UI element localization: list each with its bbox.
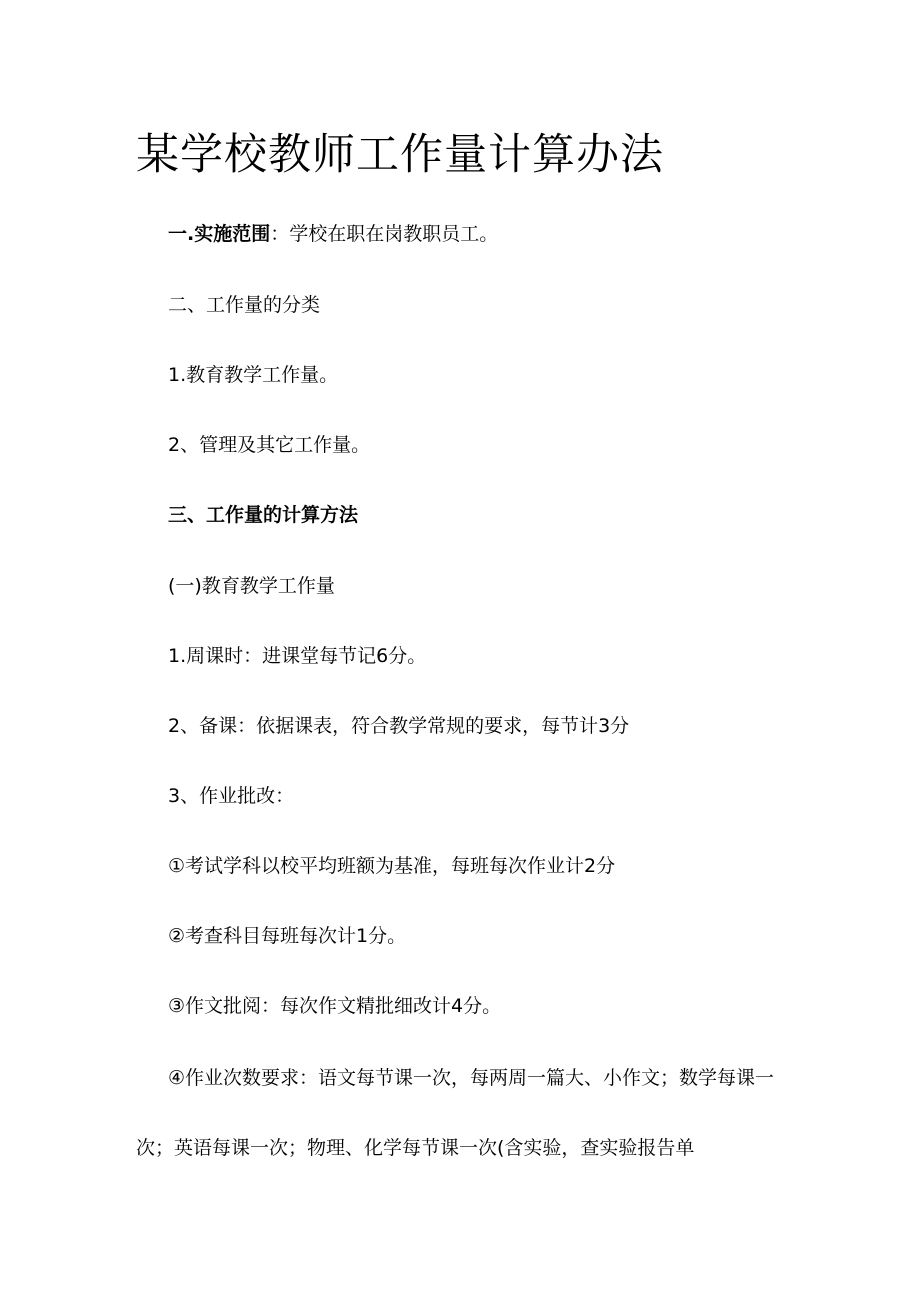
list-item-management-workload: 2、管理及其它工作量。 [168,434,371,456]
list-item-homework-frequency: ④作业次数要求：语文每节课一次，每两周一篇大、小作文；数学每课一次；英语每课一次；物理、化学每节课一次(含实验，查实验报告单 [136,1067,775,1159]
list-item-weekly-hours: 1.周课时：进课堂每节记6分。 [168,645,427,667]
list-item-exam-subjects: ①考试学科以校平均班额为基准，每班每次作业计2分 [168,855,616,877]
subsection-heading-teaching: (一)教育教学工作量 [168,575,335,597]
list-item-teaching-workload: 1.教育教学工作量。 [168,364,339,386]
section-heading-calculation: 三、工作量的计算方法 [168,504,359,526]
list-item-review-subjects: ②考查科目每班每次计1分。 [168,925,407,947]
scope-text: ：学校在职在岗教职员工。 [270,223,499,245]
list-item-lesson-prep: 2、备课：依据课表，符合教学常规的要求，每节计3分 [168,715,630,737]
scope-heading: 一.实施范围 [168,223,271,245]
list-item-essay-grading: ③作文批阅：每次作文精批细改计4分。 [168,995,502,1017]
list-item-homework-grading: 3、作业批改： [168,785,295,807]
document-title: 某学校教师工作量计算办法 [136,130,664,180]
section-heading-classification: 二、工作量的分类 [168,294,321,316]
paragraph-scope [168,221,498,247]
